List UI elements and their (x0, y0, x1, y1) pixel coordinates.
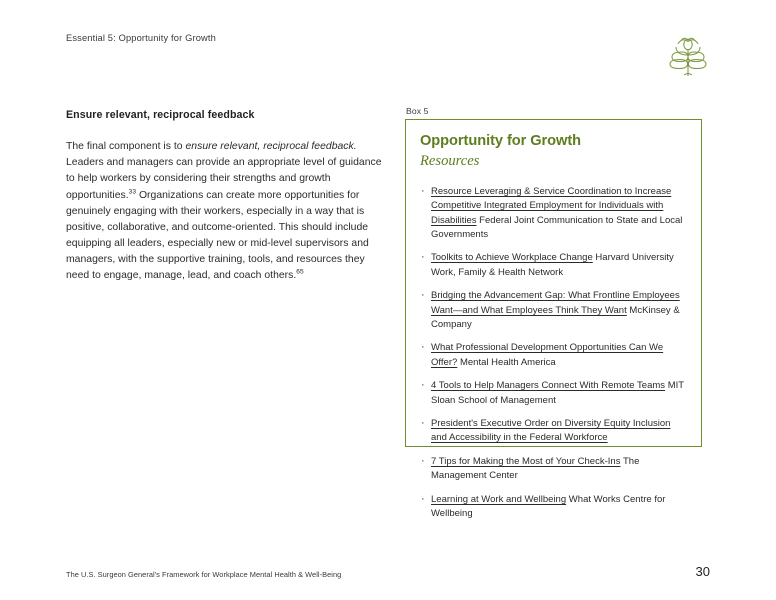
resource-source: Harvard University Work, Family & Health Network (431, 252, 674, 278)
footer-text: The U.S. Surgeon General's Framework for Workplace Mental Health & Well-Being (66, 570, 342, 579)
resource-link[interactable]: Bridging the Advancement Gap: What Frontline Employees Want—and What Employees Think They Want (431, 290, 680, 316)
flower-plant-logo (660, 28, 716, 80)
section-heading: Ensure relevant, reciprocal feedback (66, 109, 255, 121)
resource-link[interactable]: Toolkits to Achieve Workplace Change (431, 252, 593, 264)
resource-item (420, 289, 688, 332)
resource-link[interactable]: President's Executive Order on Diversity Equity Inclusion and Accessibility in the Federal Workforce (431, 418, 671, 444)
resource-link[interactable]: Learning at Work and Wellbeing (431, 493, 567, 505)
resource-source: The Management Center (431, 455, 640, 482)
resource-link[interactable]: What Professional Development Opportunities Can We Offer? (431, 342, 664, 368)
resource-source: Mental Health America (457, 356, 556, 368)
running-head: Essential 5: Opportunity for Growth (66, 33, 216, 43)
box-label: Box 5 (406, 106, 429, 116)
resource-source: MIT Sloan School of Management (431, 380, 684, 406)
body-paragraph (66, 139, 384, 284)
left-text-column (66, 108, 384, 284)
resource-item (420, 251, 688, 280)
footnote-marker-65: 65 (296, 268, 304, 276)
resource-source: What Works Centre for Wellbeing (431, 493, 666, 520)
paragraph-emphasis: ensure relevant, reciprocal feedback. (185, 141, 357, 153)
resource-source: McKinsey & Company (431, 304, 680, 330)
resources-box (405, 119, 702, 520)
paragraph-rest-1: Leaders and managers can provide an appropriate level of guidance to help workers by considering their strengths and growth opportunities. (66, 157, 382, 201)
resource-item (420, 185, 688, 243)
resource-link[interactable]: 7 Tips for Making the Most of Your Check-Ins (431, 455, 621, 467)
box-subtitle: Resources (420, 152, 480, 169)
resource-link[interactable]: 4 Tools to Help Managers Connect With Remote Teams (431, 380, 666, 392)
footnote-marker-33: 33 (128, 188, 137, 196)
resource-item (420, 417, 688, 446)
resource-item (420, 493, 688, 522)
resource-item (420, 379, 688, 408)
page-number: 30 (695, 564, 710, 579)
paragraph-lead: The final component is to (66, 141, 186, 153)
resource-source: Federal Joint Communication to State and Local Governments (431, 214, 683, 240)
box-title: Opportunity for Growth (420, 133, 582, 149)
resource-list (420, 185, 688, 522)
resource-item (420, 455, 688, 484)
resource-link[interactable]: Resource Leveraging & Service Coordination to Increase Competitive Integrated Employment for Individuals with Disabilities (431, 185, 672, 226)
resource-item (420, 341, 688, 370)
paragraph-rest-2: Organizations can create more opportunities for genuinely engaging with their workers, especially in a way that is positive, collaborative, and outcome-oriented. This should include equipping all leaders, especially new or mid-level supervisors and managers, with the supportive training, tools, and resources they need to engage, manage, lead, and coach others. (66, 189, 369, 282)
